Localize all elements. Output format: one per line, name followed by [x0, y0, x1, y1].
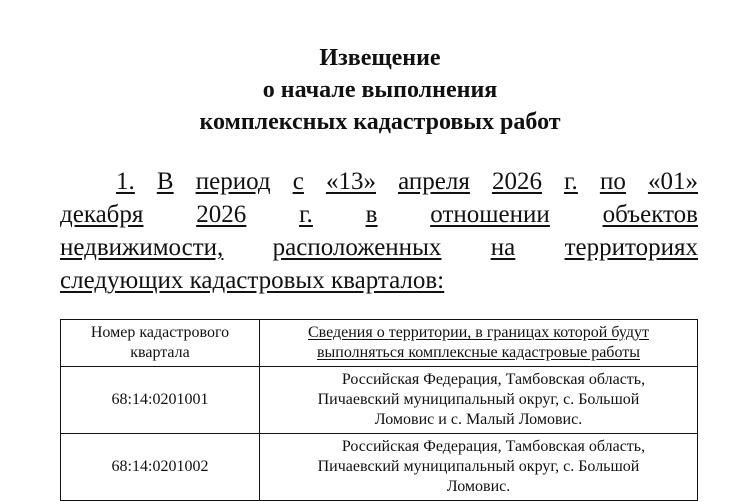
territory-info-line: Пичаевский муниципальный округ, с. Большой [317, 458, 640, 475]
table-row [61, 367, 698, 434]
column-header-territory-info: Сведения о территории, в границах которой будут выполняться комплексные кадастровые работы [260, 320, 698, 367]
notice-subtitle-line-2: комплексных кадастровых работ [199, 109, 561, 135]
quarter-number-cell: 68:14:0201001 [61, 367, 260, 434]
word: территориях [564, 234, 698, 261]
column-header-quarter-number: Номер кадастрового квартала [61, 320, 260, 367]
territory-info-cell [260, 367, 698, 434]
paragraph-line-2 [60, 199, 698, 231]
territory-info-line: Ломовис и с. Малый Ломовис. [374, 411, 583, 428]
cadastral-quarters-table [60, 319, 698, 501]
word: по [599, 168, 626, 195]
word: на [490, 234, 516, 261]
word: отношении [430, 201, 550, 228]
word: «13» [325, 168, 376, 195]
table-row [61, 434, 698, 501]
word: апреля [398, 168, 470, 195]
word: недвижимости, [60, 234, 224, 261]
word: объектов [602, 201, 698, 228]
paragraph-line-1 [116, 166, 698, 198]
word: в [365, 201, 378, 228]
word: с [292, 168, 304, 195]
word: г. [299, 201, 313, 228]
word: г. [564, 168, 578, 195]
paragraph-line-4 [60, 265, 698, 297]
territory-info-line: Российская Федерация, Тамбовская область, [341, 438, 646, 455]
word: 1. [116, 168, 135, 195]
notice-title: Извещение [319, 45, 441, 71]
table-header-row [61, 320, 698, 367]
quarter-number-cell: 68:14:0201002 [61, 434, 260, 501]
word: декабря [60, 201, 144, 228]
word: 2026 [196, 201, 247, 228]
territory-info-line: Пичаевский муниципальный округ, с. Большой [317, 391, 640, 408]
territory-info-cell [260, 434, 698, 501]
word: «01» [647, 168, 698, 195]
word: расположенных [272, 234, 442, 261]
word: В [156, 168, 174, 195]
word: 2026 [491, 168, 542, 195]
territory-info-line: Ломовис. [446, 478, 511, 495]
paragraph-line-text: следующих кадастровых кварталов: [60, 267, 445, 294]
paragraph-line-3 [60, 232, 698, 264]
territory-info-line: Российская Федерация, Тамбовская область, [341, 371, 646, 388]
word: период [195, 168, 271, 195]
notice-subtitle-line-1: о начале выполнения [262, 77, 498, 103]
